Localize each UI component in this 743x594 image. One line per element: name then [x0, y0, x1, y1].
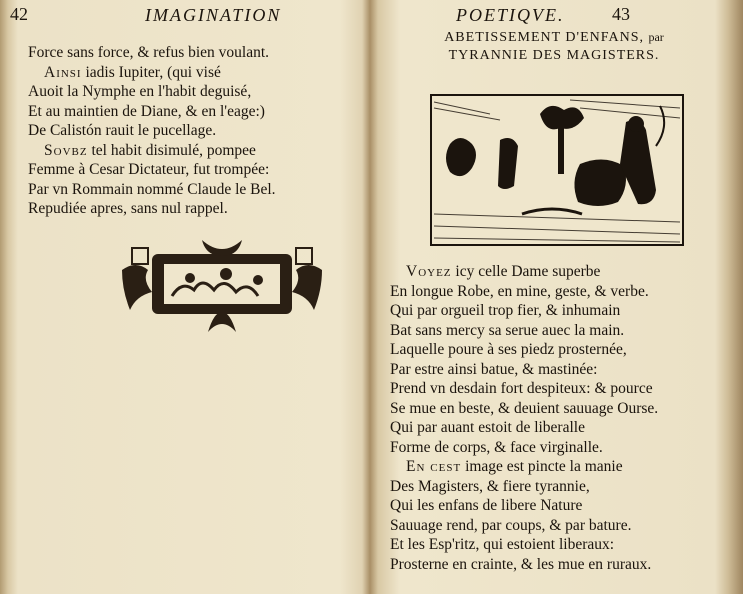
verse-line: Auoit la Nymphe en l'habit deguisé,: [28, 83, 252, 100]
left-page: [0, 0, 370, 594]
verse-line: [390, 262, 658, 282]
verse-line: Qui par auant estoit de liberalle: [390, 419, 585, 436]
verse-line-initial: En cest: [406, 458, 462, 475]
verse-line: Force sans force, & refus bien voulant.: [28, 44, 270, 61]
verse-line: Par estre ainsi batue, & mastinée:: [390, 360, 598, 378]
verse-line: Bat sans mercy sa serue auec la main.: [390, 321, 625, 339]
running-head-left: IMAGINATION: [145, 5, 282, 25]
emblem-heading-line1: ABETISSEMENT D'ENFANS,: [444, 30, 644, 45]
poem-right: [390, 262, 658, 574]
running-head-right: POETIQVE.: [456, 5, 565, 25]
verse-line: Qui par orgueil trop fier, & inhumain: [390, 302, 621, 319]
verse-line-rest: image est pincte la manie: [461, 458, 623, 475]
emblem-heading-line1-tail: par: [648, 30, 664, 44]
verse-line: En longue Robe, en mine, geste, & verbe.: [390, 282, 649, 300]
verse-line-initial: Sovbz: [44, 141, 88, 159]
verse-line-rest: tel habit disimulé, pompee: [87, 141, 256, 159]
emblem-heading: [414, 28, 694, 65]
verse-line: Qui les enfans de libere Nature: [390, 497, 583, 514]
verse-line: Et au maintien de Diane, & en l'eage:): [28, 102, 265, 120]
verse-line: [390, 457, 658, 477]
grotesque-cartouche-ornament-icon: [122, 240, 322, 332]
emblem-heading-line2: TYRANNIE DES MAGISTERS.: [448, 48, 660, 63]
verse-line: Repudiée apres, sans nul rappel.: [28, 200, 228, 217]
verse-line: Se mue en beste, & deuient sauuage Ourse.: [390, 399, 659, 417]
right-page: [370, 0, 743, 594]
verse-line-rest: icy celle Dame superbe: [451, 263, 601, 280]
verse-line: Femme à Cesar Dictateur, fut trompée:: [28, 161, 270, 178]
verse-line: Laquelle poure à ses piedz prosternée,: [390, 341, 627, 358]
verse-line-rest: iadis Iupiter, (qui visé: [81, 63, 221, 81]
verse-line: [28, 141, 276, 161]
page-number-left: 42: [10, 4, 28, 24]
woodcut-illustration-icon: [430, 94, 684, 246]
verse-line-initial: Voyez: [406, 263, 452, 280]
page-number-right: 43: [612, 4, 630, 24]
verse-line: Forme de corps, & face virginalle.: [390, 438, 603, 456]
verse-line: Sauuage rend, par coups, & par bature.: [390, 516, 632, 534]
verse-line: Prend vn desdain fort despiteux: & pource: [390, 380, 653, 397]
verse-line: Et les Esp'ritz, qui estoient liberaux:: [390, 536, 615, 553]
verse-line: Prosterne en crainte, & les mue en ruraux.: [390, 555, 652, 573]
verse-line: [28, 63, 276, 83]
verse-line-initial: Ainsi: [44, 63, 82, 81]
verse-line: De Calistón rauit le pucellage.: [28, 122, 217, 139]
verse-line: Des Magisters, & fiere tyrannie,: [390, 477, 590, 495]
verse-line: Par vn Rommain nommé Claude le Bel.: [28, 180, 276, 198]
poem-left: [28, 43, 276, 219]
